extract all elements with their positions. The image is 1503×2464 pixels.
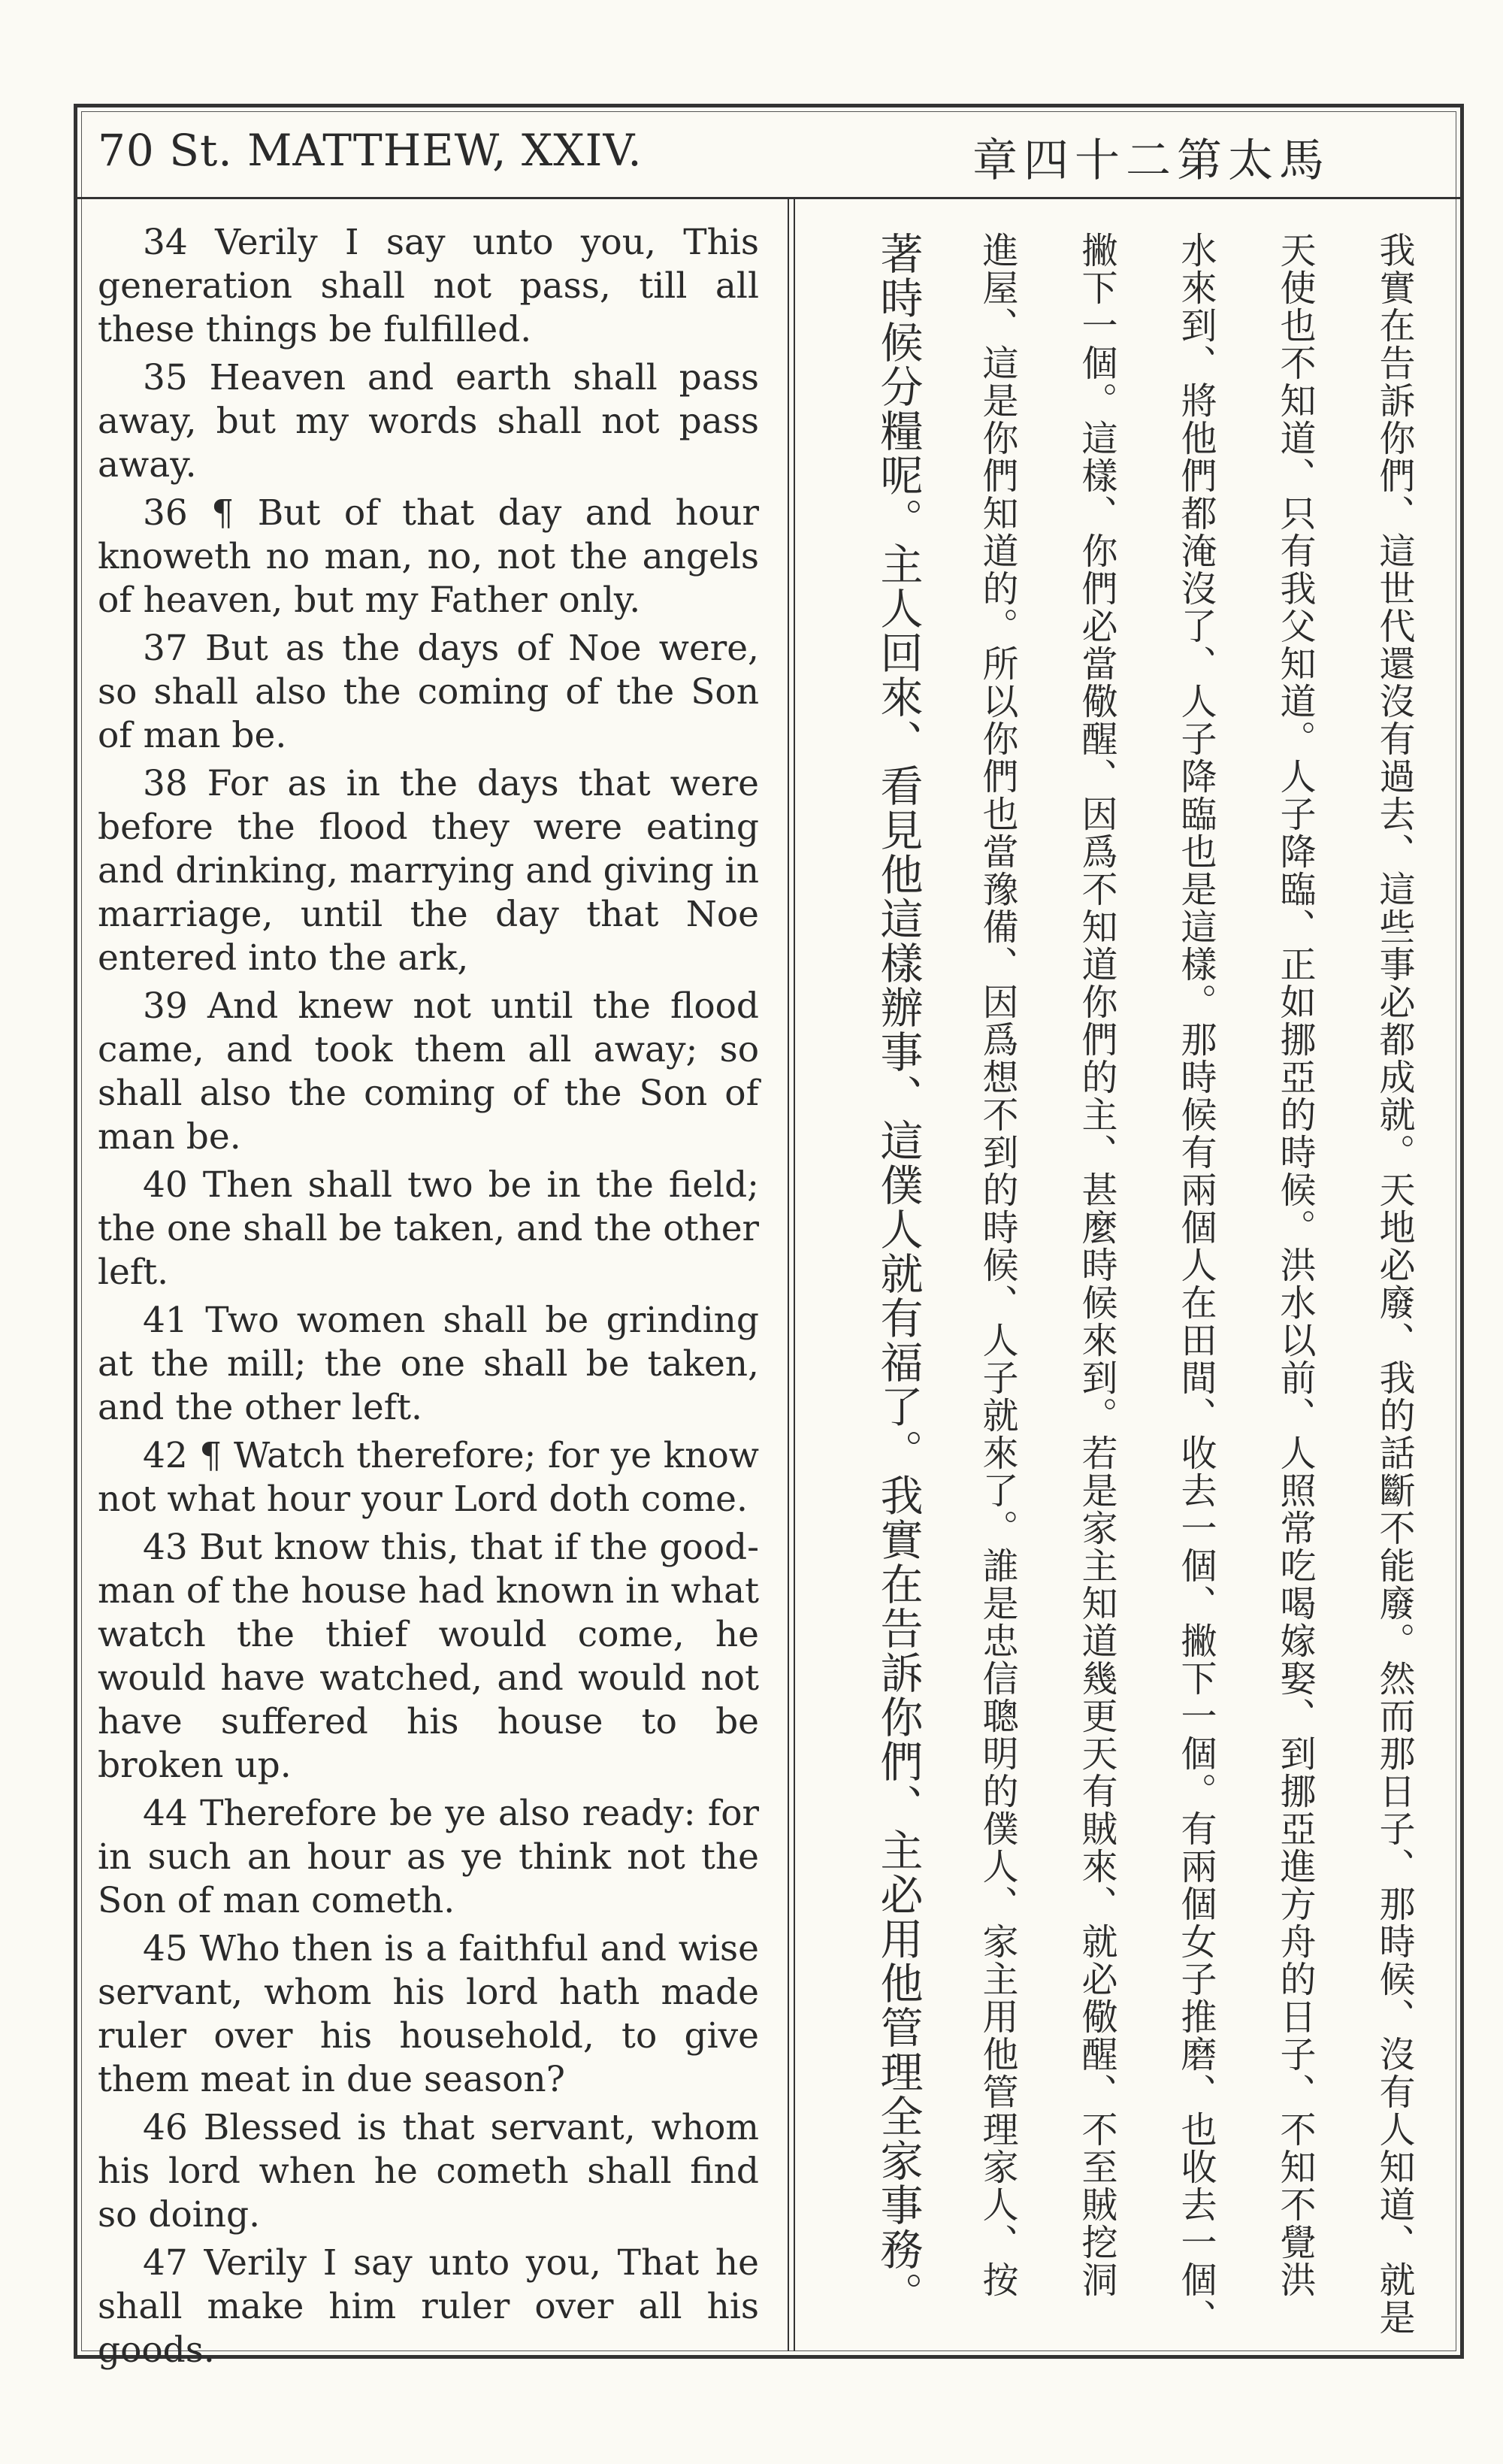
verse-34: 34 Verily I say unto you, This generation shall not pass, till all these things be fulfilled. bbox=[98, 222, 759, 350]
column-divider-inner bbox=[794, 197, 795, 2351]
verse-38: 38 For as in the days that were before the flood they were eating and drinking, marrying and giving in marriage, until the day that Noe entered into the ark, bbox=[98, 763, 759, 979]
verse-46: 46 Blessed is that servant, whom his lord when he cometh shall find so doing. bbox=[98, 2107, 759, 2235]
verse-39: 39 And knew not until the flood came, and took them all away; so shall also the coming of the Son of man be. bbox=[98, 985, 759, 1158]
verse-43: 43 But know this, that if the good-man of the house had known in what watch the thief would come, he would have watched, and would not have suffered his house to be broken up. bbox=[98, 1527, 759, 1786]
chinese-column-3: 水來到、將他們都淹沒了、人子降臨也是這樣。那時候有兩個人在田間、收去一個、撇下一個。有兩個女子推磨、也收去一個、 bbox=[1175, 232, 1217, 2336]
running-head-chinese: 馬太第二十四章 bbox=[972, 135, 1330, 187]
verse-40: 40 Then shall two be in the field; the one shall be taken, and the other left. bbox=[98, 1164, 759, 1293]
verse-36: 36 ¶ But of that day and hour knoweth no man, no, not the angels of heaven, but my Father only. bbox=[98, 492, 759, 621]
verse-35: 35 Heaven and earth shall pass away, but my words shall not pass away. bbox=[98, 357, 759, 486]
verse-37: 37 But as the days of Noe were, so shall also the coming of the Son of man be. bbox=[98, 628, 759, 756]
verse-45: 45 Who then is a faithful and wise servant, whom his lord hath made ruler over his household, to give them meat in due season? bbox=[98, 1928, 759, 2100]
running-head-english: 70 St. MATTHEW, XXIV. bbox=[98, 125, 643, 176]
english-text bbox=[98, 221, 759, 2372]
chinese-column-2: 天使也不知道、只有我父知道。人子降臨、正如挪亞的時候。洪水以前、人照常吃喝嫁娶、到挪亞進方舟的日子、不知不覺洪 bbox=[1274, 232, 1316, 2299]
chinese-text bbox=[827, 232, 1428, 2351]
header-divider bbox=[74, 197, 1464, 199]
chinese-column-4: 撇下一個。這樣、你們必當儆醒、因爲不知道你們的主、甚麼時候來到。若是家主知道幾更天有賊來、就必儆醒、不至賊挖洞 bbox=[1075, 232, 1117, 2299]
chinese-column-1: 我實在告訴你們、這世代還沒有過去、這些事必都成就。天地必廢、我的話斷不能廢。然而那日子、那時候、沒有人知道、就是 bbox=[1373, 232, 1415, 2336]
verse-47: 47 Verily I say unto you, That he shall make him ruler over all his goods. bbox=[98, 2242, 759, 2371]
verse-41: 41 Two women shall be grinding at the mill; the one shall be taken, and the other left. bbox=[98, 1300, 759, 1428]
column-divider bbox=[788, 197, 789, 2351]
chinese-column-5: 進屋、這是你們知道的。所以你們也當豫備、因爲想不到的時候、人子就來了。誰是忠信聰明的僕人、家主用他管理家人、按 bbox=[976, 232, 1018, 2299]
verse-42: 42 ¶ Watch therefore; for ye know not what hour your Lord doth come. bbox=[98, 1435, 759, 1520]
verse-44: 44 Therefore be ye also ready: for in such an hour as ye think not the Son of man cometh. bbox=[98, 1793, 759, 1921]
chinese-column-6: 著時候分糧呢。主人回來、看見他這樣辦事、這僕人就有福了。我實在告訴你們、主必用他管理全家事務。 bbox=[873, 232, 923, 2316]
